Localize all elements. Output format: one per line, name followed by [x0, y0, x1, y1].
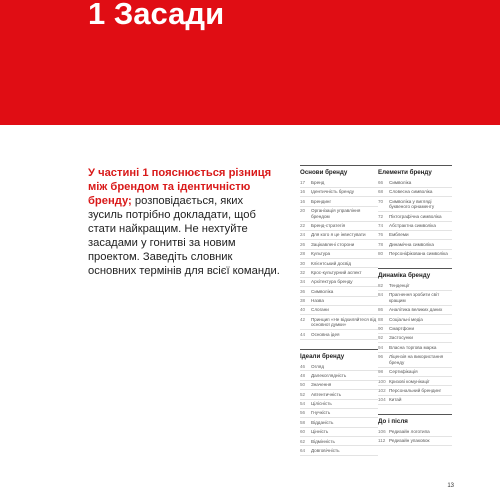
toc-entry[interactable] — [378, 214, 452, 222]
toc-entry-label: Персональний брендинг — [389, 387, 442, 393]
toc-entry[interactable] — [378, 189, 452, 197]
toc-entry-label: Соціальні медіа — [389, 316, 423, 322]
toc-page-number: 106 — [378, 429, 386, 435]
toc-page-number: 34 — [300, 279, 306, 285]
toc-page-number: 76 — [378, 232, 384, 238]
toc-entry-label: Зацікавлені сторони — [311, 241, 355, 247]
toc-entry[interactable] — [300, 279, 378, 287]
toc-page-number: 56 — [300, 410, 306, 416]
toc-entry[interactable] — [378, 307, 452, 315]
toc-entry[interactable] — [378, 242, 452, 250]
toc-entry[interactable] — [300, 307, 378, 315]
toc-entry[interactable] — [300, 410, 378, 418]
toc-entry[interactable] — [300, 332, 378, 340]
toc-entry-label: Піктографічна символіка — [389, 213, 442, 219]
toc-entry-label: Смартфони — [389, 326, 415, 332]
toc-entry[interactable] — [300, 420, 378, 428]
toc-entry-label: Прагнення зробити світ кращим — [389, 292, 440, 303]
toc-entry[interactable] — [378, 335, 452, 343]
toc-entry-label: Бренд — [311, 180, 325, 185]
toc-page-number: 100 — [378, 378, 386, 384]
toc-page-number: 58 — [300, 419, 306, 425]
toc-page-number: 78 — [378, 241, 384, 247]
toc-entry[interactable] — [378, 199, 452, 212]
toc-entry-label: Символіка — [311, 288, 334, 294]
toc-page-number: 94 — [378, 344, 384, 350]
toc-entry-label: Сертифікація — [389, 369, 418, 375]
toc-column-2 — [378, 165, 452, 455]
toc-entry[interactable] — [300, 298, 378, 306]
toc-entry[interactable] — [378, 232, 452, 240]
toc-entry[interactable] — [378, 369, 452, 377]
toc-section-brand-elements — [378, 165, 452, 259]
toc-page-number: 28 — [300, 251, 306, 257]
toc-entry[interactable] — [378, 292, 452, 305]
toc-section-title: Динаміка бренду — [378, 272, 431, 279]
toc-page-number: 74 — [378, 223, 384, 229]
toc-entry[interactable] — [300, 448, 378, 456]
intro-lead: У частині 1 пояснюється різниця між брендом та ідентичністю бренду; — [88, 167, 272, 207]
toc-entry-label: Китай — [389, 397, 402, 403]
toc-page-number: 42 — [300, 316, 306, 322]
toc-entry[interactable] — [378, 397, 452, 405]
toc-page-number: 72 — [378, 213, 384, 219]
toc-entry[interactable] — [300, 261, 378, 269]
toc-entry[interactable] — [378, 223, 452, 231]
toc-page-number: 96 — [378, 354, 384, 360]
toc-page-number: 50 — [300, 382, 306, 388]
intro-body: розповідається, яких зусиль потрібно докладати, щоб стати найкращим. Не нехтуйте засадами у гонитві за новим проектом. Заведіть словник основних термінів для всієї команди. — [88, 195, 280, 277]
toc-entry-label: Цілісність — [311, 401, 332, 407]
toc-entry-label: Словесна символіка — [389, 189, 433, 195]
toc-section-brand-ideals — [300, 349, 378, 456]
toc-entry-label: Редизайн упаковок — [389, 438, 430, 444]
toc-page-number: 92 — [378, 335, 384, 341]
toc-entry[interactable] — [378, 438, 452, 446]
toc-section-before-after — [378, 414, 452, 446]
toc-entry-label: Для кого я це інвестувати — [311, 232, 366, 238]
toc-entry-list — [300, 364, 378, 456]
toc-page-number: 88 — [378, 316, 384, 322]
toc-entry[interactable] — [300, 232, 378, 240]
toc-entry[interactable] — [300, 289, 378, 297]
toc-entry-label: Емблеми — [389, 232, 409, 238]
toc-page-number: 64 — [300, 447, 306, 453]
chapter-title-text: Засади — [113, 0, 225, 31]
toc-entry-label: Ліцензія на використання бренду — [389, 354, 444, 365]
toc-entry[interactable] — [300, 401, 378, 409]
toc-page-number: 80 — [378, 251, 384, 257]
toc-page-number: 46 — [300, 363, 306, 369]
toc-entry-list — [378, 429, 452, 446]
toc-entry-label: Символіка у вигляді буквеного орнаменту — [389, 198, 435, 210]
toc-entry-label: Огляд — [311, 363, 324, 369]
toc-entry-label: Редизайн логотипа — [389, 429, 430, 435]
toc-entry-label: Культура — [311, 251, 331, 257]
toc-section-brand-dynamics — [378, 268, 452, 405]
toc-page-number: 86 — [378, 307, 384, 313]
toc-page-number: 20 — [300, 208, 306, 214]
toc-entry[interactable] — [378, 283, 452, 291]
toc-entry[interactable] — [378, 345, 452, 353]
toc-page-number: 26 — [300, 241, 306, 247]
toc-page-number: 36 — [300, 288, 306, 294]
toc-entry[interactable] — [378, 429, 452, 437]
toc-entry[interactable] — [300, 199, 378, 207]
toc-entry[interactable] — [300, 223, 378, 231]
toc-entry[interactable] — [300, 242, 378, 250]
toc-entry-label: Основна ідея — [311, 331, 340, 337]
toc-entry-label: Кризові комунікації — [389, 378, 430, 384]
toc-entry[interactable] — [378, 326, 452, 334]
toc-entry[interactable] — [300, 382, 378, 390]
toc-section-title: Елементи бренду — [378, 169, 432, 176]
toc-entry[interactable] — [300, 364, 378, 372]
toc-entry-label: Гнучкість — [311, 410, 331, 416]
toc-page-number: 54 — [300, 401, 306, 407]
toc-entry[interactable] — [300, 180, 378, 188]
toc-entry[interactable] — [300, 429, 378, 437]
toc-section-title: Основи бренду — [300, 169, 348, 176]
chapter-intro — [88, 166, 280, 278]
toc-entry-list — [378, 180, 452, 259]
toc-page-number: 30 — [300, 260, 306, 266]
toc-entry[interactable] — [300, 373, 378, 381]
toc-entry-label: Назва — [311, 298, 324, 304]
toc-entry[interactable] — [378, 354, 452, 367]
chapter-banner — [0, 0, 500, 125]
toc-entry[interactable] — [300, 270, 378, 278]
toc-entry-label: Ідентичність бренду — [311, 189, 354, 195]
toc-entry-label: Слогани — [311, 307, 329, 313]
toc-page-number: 62 — [300, 438, 306, 444]
toc-entry-label: Бренд-стратегія — [311, 223, 346, 229]
toc-entry[interactable] — [378, 180, 452, 188]
toc-page-number: 68 — [378, 189, 384, 195]
toc-entry-label: Динамічна символіка — [389, 241, 434, 247]
toc-page-number: 60 — [300, 429, 306, 435]
toc-page-number: 52 — [300, 391, 306, 397]
toc-column-1 — [300, 165, 378, 465]
toc-entry-label: Застосунки — [389, 335, 413, 341]
toc-entry[interactable] — [378, 388, 452, 396]
toc-entry-label: Клієнтський досвід — [311, 260, 352, 266]
toc-entry-label: Далекоглядність — [311, 372, 347, 378]
toc-entry-label: Принцип «Не відхиляйтеся від основної думки» — [311, 316, 377, 328]
toc-page-number: 90 — [378, 326, 384, 332]
toc-entry-label: Цінність — [311, 429, 329, 435]
toc-page-number: 38 — [300, 298, 306, 304]
toc-entry-label: Тенденції — [389, 283, 410, 288]
toc-section-brand-basics — [300, 165, 378, 340]
toc-page-number: 84 — [378, 292, 384, 298]
toc-entry-label: Символіка — [389, 180, 412, 185]
toc-section-title: До і після — [378, 418, 408, 426]
toc-entry-label: Аналітика великих даних — [389, 307, 443, 313]
toc-entry[interactable] — [300, 208, 378, 221]
toc-entry-list — [378, 283, 452, 405]
page-number: 13 — [447, 483, 454, 489]
toc-entry[interactable] — [300, 317, 378, 330]
chapter-number: 1 — [88, 0, 106, 31]
toc-page-number: 104 — [378, 397, 386, 403]
toc-entry[interactable] — [378, 251, 452, 259]
toc-page-number: 16 — [300, 198, 306, 204]
toc-page-number: 24 — [300, 232, 306, 238]
toc-entry-label: Відмінність — [311, 438, 335, 444]
toc-page-number: 17 — [300, 180, 306, 185]
toc-entry-label: Брендинг — [311, 198, 332, 204]
toc-page-number: 40 — [300, 307, 306, 313]
toc-page-number: 98 — [378, 369, 384, 375]
toc-page-number: 48 — [300, 372, 306, 378]
toc-entry-label: Персоніфікована символіка — [389, 251, 448, 257]
toc-entry-label: Автентичність — [311, 391, 341, 397]
toc-page-number: 112 — [378, 438, 386, 444]
toc-entry[interactable] — [300, 392, 378, 400]
toc-page-number: 22 — [300, 223, 306, 229]
toc-page-number: 70 — [378, 198, 384, 204]
toc-entry-label: Значення — [311, 382, 332, 388]
toc-section-title: Ідеали бренду — [300, 352, 345, 360]
toc-page-number: 66 — [378, 180, 384, 185]
toc-entry[interactable] — [300, 439, 378, 447]
toc-entry[interactable] — [378, 379, 452, 387]
toc-entry-label: Абстрактна символіка — [389, 223, 436, 229]
toc-entry-label: Власна торгова марка — [389, 344, 437, 350]
toc-entry-label: Відданість — [311, 419, 334, 425]
toc-page-number: 32 — [300, 269, 306, 275]
toc-page-number: 82 — [378, 283, 384, 288]
toc-page-number: 16 — [300, 189, 306, 195]
toc-entry[interactable] — [300, 189, 378, 197]
toc-entry-label: Довговічність — [311, 447, 340, 453]
toc-page-number: 44 — [300, 331, 306, 337]
chapter-title — [88, 0, 224, 32]
toc-entry-label: Архітектура бренду — [311, 279, 353, 285]
toc-page-number: 102 — [378, 387, 386, 393]
toc-entry-list — [300, 180, 378, 340]
toc-entry[interactable] — [300, 251, 378, 259]
toc-entry[interactable] — [378, 317, 452, 325]
toc-entry-label: Організація управління брендом — [311, 208, 361, 219]
toc-entry-label: Крос-культурний аспект — [311, 269, 362, 275]
